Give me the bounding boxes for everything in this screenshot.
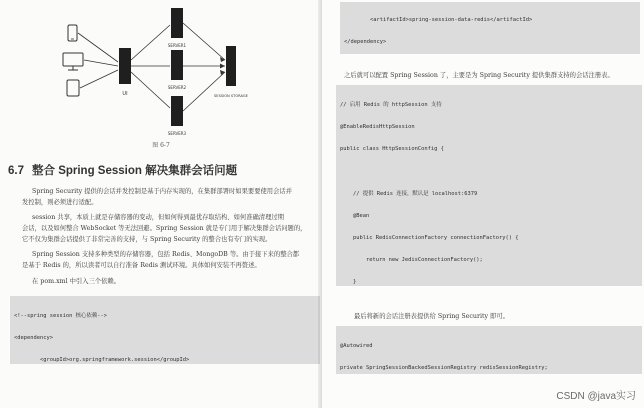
session-cluster-diagram [0,0,322,150]
paragraph [22,276,310,287]
phone-icon [68,25,77,41]
code-block [336,326,642,374]
code-line: } [340,279,357,286]
code-line: @EnableRedisHttpSession [340,124,415,131]
code-line: // 启用 Redis 的 httpSession 支持 [340,101,442,108]
paragraph-line: 是基于 Redis 的，所以读者可以自行准备 Redis 测试环境。具体如何安装不再赘述。 [22,262,261,269]
code-line: private SpringSessionBackedSessionRegistry redisSessionRegistry; [340,365,548,372]
right-page [322,0,644,408]
code-line: public class HttpSessionConfig { [340,146,444,153]
session-storage-node [226,46,236,86]
server-label: SERVER1 [167,43,187,48]
server-label: SERVER2 [167,85,187,90]
section-title: 整合 Spring Session 解决集群会话问题 [32,165,238,177]
code-line: <groupId>org.springframework.session</groupId> [14,357,190,364]
paragraph [22,186,310,208]
code-line: </dependency> [344,39,387,46]
server-node [171,96,183,126]
code-line [340,168,638,175]
section-heading [8,162,314,178]
code-block [336,85,642,286]
paragraph [22,212,310,245]
code-block [10,296,320,364]
code-line: <!--spring session 核心依赖--> [14,312,107,319]
session-storage-label: SESSION STORAGE [214,94,248,98]
code-line: // 提供 Redis 连接，默认是 localhost:6379 [340,190,478,197]
body-text: 最后将新的会话注册表提供给 Spring Security 即可。 [354,313,509,320]
code-line: <artifactId>spring-session-data-redis</artifactId> [344,16,533,23]
code-line: <dependency> [14,335,53,342]
client-connectors [78,33,118,88]
section-number: 6.7 [8,165,24,177]
code-line: public RedisConnectionFactory connectionFactory() { [340,235,519,242]
tablet-icon [67,80,79,96]
paragraph-line: Spring Security 提供的会话并发控制是基于内存实现的，在集群部署时如果要要使用会话并 [32,188,292,195]
code-line: return new JedisConnectionFactory(); [340,257,483,264]
figure-caption: 图 6-7 [152,142,170,149]
paragraph [22,249,310,271]
paragraph-line: session 共享，本质上就是存储容器的变动，但如何得到最优存取结构、如何准确清理过期 [32,214,284,221]
body-text: 之后就可以配置 Spring Session 了，主要是为 Spring Security 提供集群支持的会话注册表。 [344,72,614,79]
ui-node [119,48,131,84]
ui-server-connectors [131,25,170,108]
code-line: @Bean [340,212,370,219]
code-block [340,2,640,54]
server-node [171,50,183,80]
monitor-icon [63,53,83,70]
paragraph-line: Spring Session 支持多种类型的存储容器，包括 Redis、MongoDB 等。由于接下来的整合都 [32,251,300,258]
code-line: @Autowired [340,342,373,349]
paragraph-line: 在 pom.xml 中引入三个依赖。 [32,278,121,285]
paragraph-line: 会话，以及如何整合 WebSocket 等无法回避。Spring Session 就是专门用于解决集群会话问题的， [22,225,307,232]
server-label: SERVER3 [167,131,187,136]
ui-node-label: UI [122,91,128,97]
paragraph-line: 发控制，则必须进行适配。 [22,199,98,206]
paragraph-line: 它不仅为集群会话提供了非常完善的支持，与 Spring Security 的整合也有专门的实现。 [22,236,272,243]
server-node [171,8,183,38]
csdn-watermark: CSDN @java实习 [556,391,636,402]
